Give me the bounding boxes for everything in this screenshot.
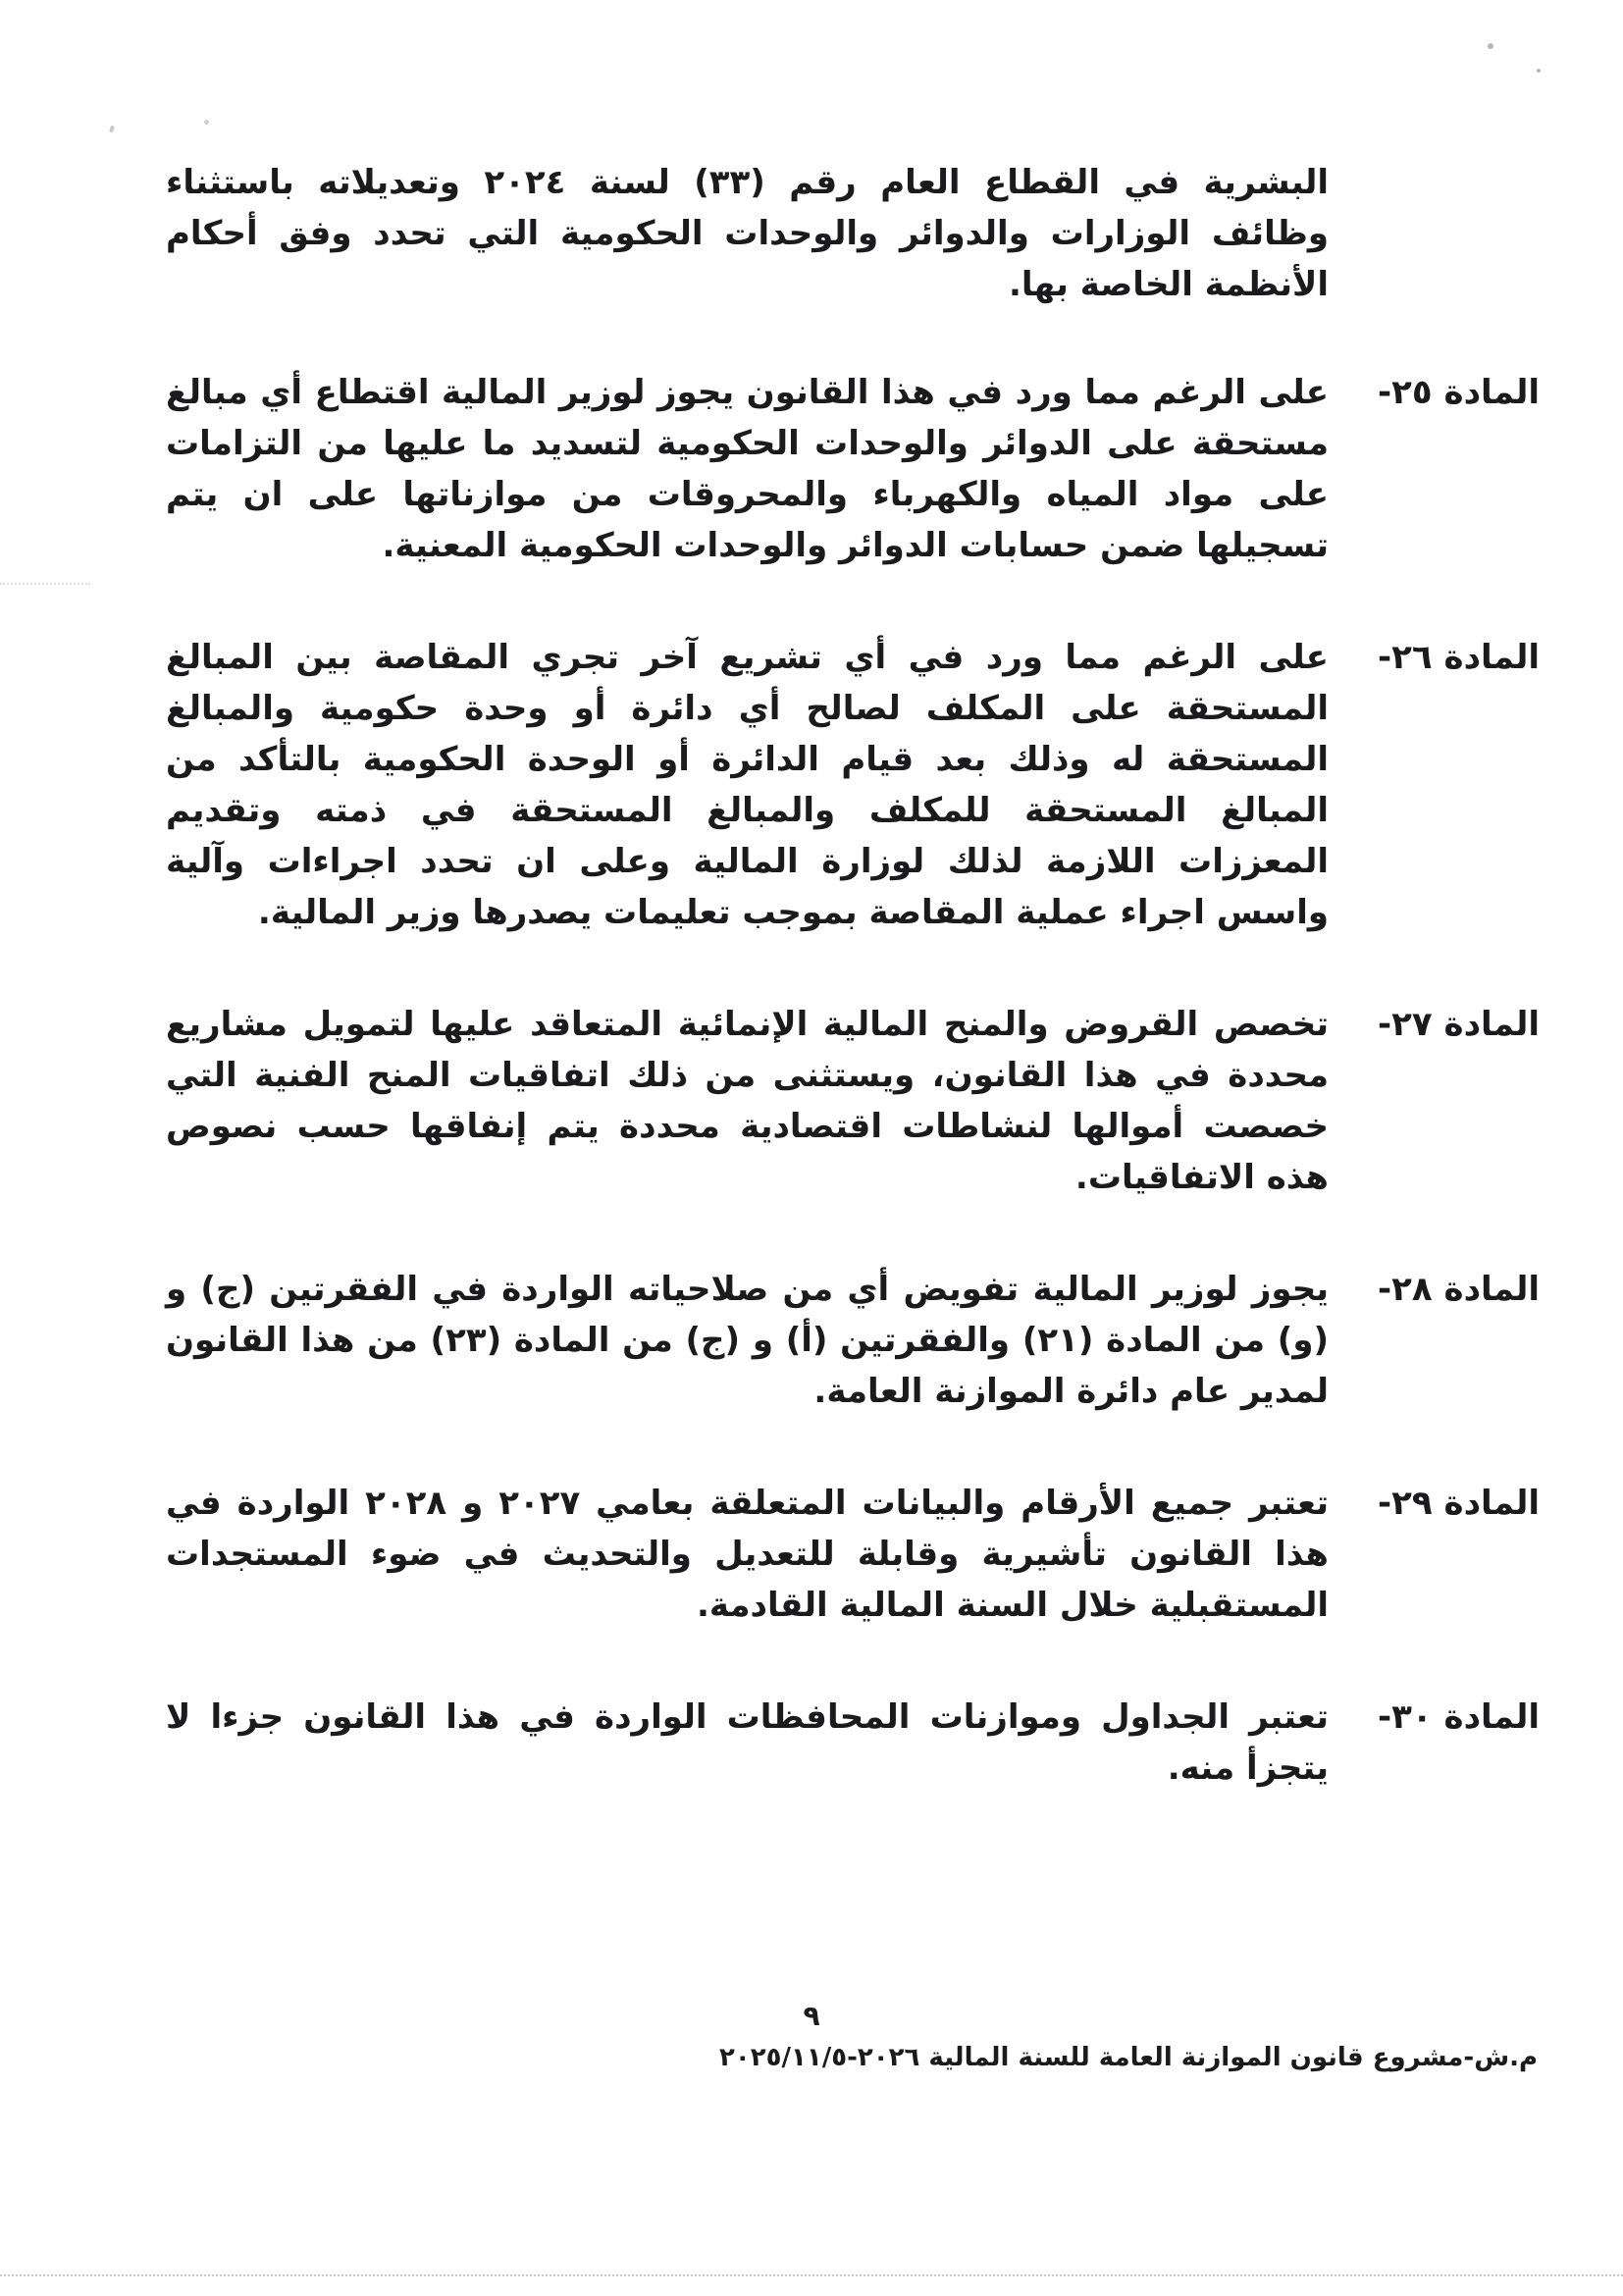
scan-speckle (204, 120, 209, 125)
article-label: المادة ٣٠- (1378, 1697, 1540, 1737)
footer-note: م.ش-مشروع قانون الموازنة العامة للسنة المالية ٢٠٢٦-٢٠٢٥/١١/٥ (719, 2043, 1538, 2072)
article-26 (166, 632, 1540, 938)
article-29 (166, 1478, 1540, 1631)
scan-speckle (109, 126, 115, 133)
continuation-paragraph: البشرية في القطاع العام رقم (٣٣) لسنة ٢٠٢٤ وتعديلاته باستثناء وظائف الوزارات والدوائر والوحدات الحكومية التي تحدد وفق أحكام الأنظمة الخاصة بها. (166, 163, 1329, 304)
article-27 (166, 999, 1540, 1203)
article-text: تخصص القروض والمنح المالية الإنمائية المتعاقد عليها لتمويل مشاريع محددة في هذا القانون، ويستثنى من ذلك اتفاقيات المنح الفنية التي خصصت أموالها لنشاطات اقتصادية محددة يتم إنفاقها حسب نصوص هذه الاتفاقيات. (166, 1005, 1329, 1197)
article-text: تعتبر الجداول وموازنات المحافظات الواردة في هذا القانون جزءا لا يتجزأ منه. (166, 1697, 1329, 1788)
article-text: على الرغم مما ورد في أي تشريع آخر تجري المقاصة بين المبالغ المستحقة على المكلف لصالح أي دائرة أو وحدة حكومية والمبالغ المستحقة له وذلك بعد قيام الدائرة أو الوحدة الحكومية بالتأكد من المبالغ المستحقة للمكلف والمبالغ المستحقة في ذمته وتقديم المعززات اللازمة لذلك لوزارة المالية وعلى ان تحدد اجراءات وآلية واسس اجراء عملية المقاصة بموجب تعليمات يصدرها وزير المالية. (166, 638, 1329, 932)
article-text: على الرغم مما ورد في هذا القانون يجوز لوزير المالية اقتطاع أي مبالغ مستحقة على الدوائر والوحدات الحكومية لتسديد ما عليها من التزامات على مواد المياه والكهرباء والمحروقات من موازناتها على ان يتم تسجيلها ضمن حسابات الدوائر والوحدات الحكومية المعنية. (166, 373, 1329, 565)
scan-speckle (1537, 69, 1541, 73)
article-text: يجوز لوزير المالية تفويض أي من صلاحياته الواردة في الفقرتين (ج) و (و) من المادة (٢١) والفقرتين (أ) و (ج) من المادة (٢٣) من هذا القانون لمدير عام دائرة الموازنة العامة. (166, 1270, 1330, 1411)
document-body (166, 157, 1540, 1854)
page-number: ٩ (803, 2000, 820, 2032)
article-label: المادة ٢٧- (1378, 1005, 1540, 1044)
article-text: تعتبر جميع الأرقام والبيانات المتعلقة بعامي ٢٠٢٧ و ٢٠٢٨ الواردة في هذا القانون تأشيرية وقابلة للتعديل والتحديث في ضوء المستجدات المستقبلية خلال السنة المالية القادمة. (166, 1484, 1329, 1625)
scan-artifact-line (0, 2274, 1623, 2276)
article-label: المادة ٢٨- (1378, 1270, 1540, 1309)
article-25 (166, 367, 1540, 571)
article-label: المادة ٢٩- (1378, 1484, 1540, 1523)
article-28 (166, 1264, 1540, 1417)
scan-artifact-line (0, 583, 90, 585)
article-label: المادة ٢٥- (1378, 373, 1540, 412)
article-30 (166, 1692, 1540, 1794)
article-label: المادة ٢٦- (1378, 638, 1540, 677)
scan-speckle (1488, 43, 1493, 49)
